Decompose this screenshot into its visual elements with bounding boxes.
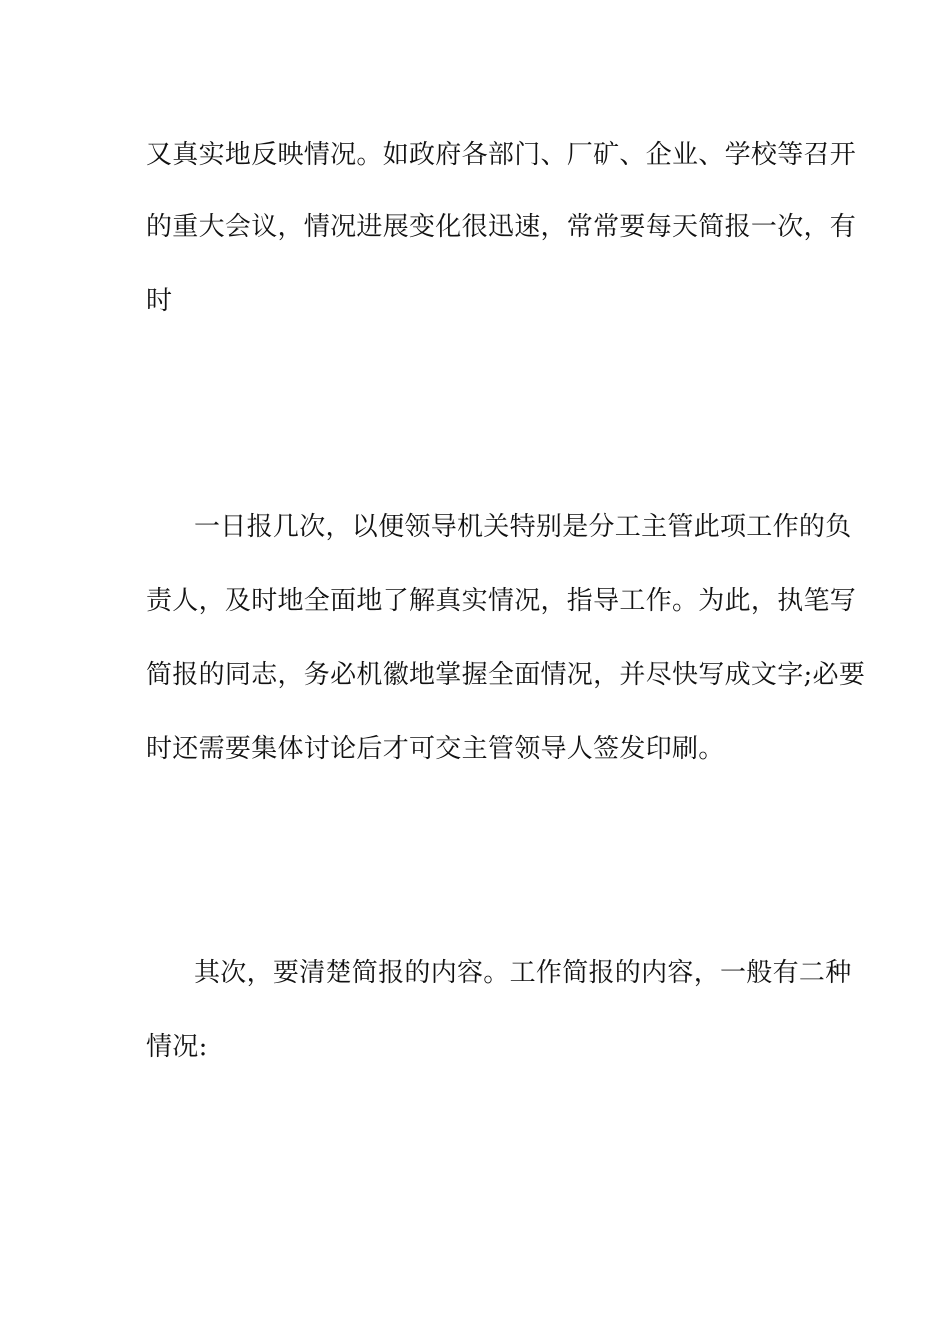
text-line: 时	[146, 286, 173, 316]
text-line: 情况:	[146, 1032, 208, 1062]
text-line: 又真实地反映情况。如政府各部门、厂矿、企业、学校等召开	[146, 140, 857, 170]
text-line: 时还需要集体讨论后才可交主管领导人签发印刷。	[146, 734, 725, 764]
text-line: 责人，及时地全面地了解真实情况，指导工作。为此，执笔写	[146, 586, 857, 616]
text-line: 其次，要清楚简报的内容。工作简报的内容，一般有二种	[194, 958, 852, 988]
text-line: 的重大会议，情况进展变化很迅速，常常要每天简报一次，有	[146, 212, 857, 242]
text-line: 一日报几次，以便领导机关特别是分工主管此项工作的负	[194, 512, 852, 542]
text-line: 简报的同志，务必机徽地掌握全面情况，并尽快写成文字;必要	[146, 660, 866, 690]
